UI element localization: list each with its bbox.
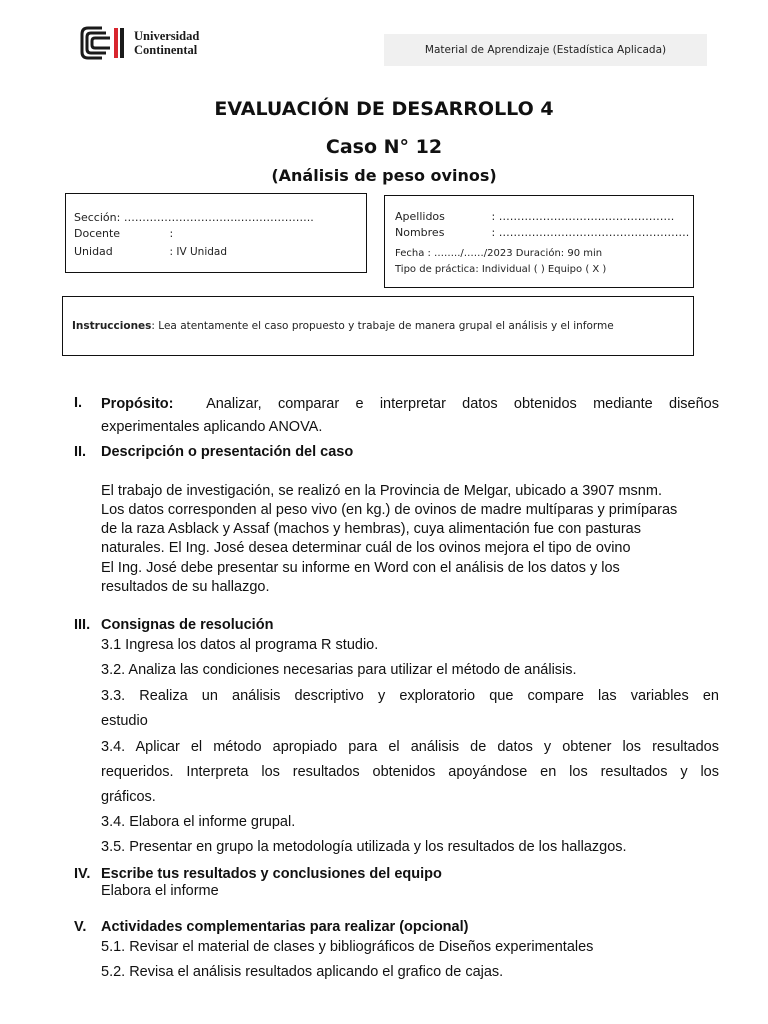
case-paragraph-line-3: de la raza Asblack y Assaf (machos y hembras), cuya alimentación fue con pasturas	[101, 521, 641, 537]
case-paragraph-line-2: Los datos corresponden al peso vivo (en kg.) de ovinos de madre multíparas y primíparas	[101, 502, 678, 518]
section-4-number: IV.	[74, 866, 91, 882]
section-5-title: Actividades complementarias para realizar (opcional)	[101, 919, 469, 935]
logo-line-2: Continental	[134, 43, 198, 57]
case-paragraph-line-5: El Ing. José debe presentar su informe en Word con el análisis de los datos y los	[101, 560, 620, 576]
section-1-line-2: experimentales aplicando ANOVA.	[101, 419, 323, 435]
section-4-title: Escribe tus resultados y conclusiones del equipo	[101, 866, 442, 882]
case-title: Caso N° 12	[325, 136, 443, 158]
seccion-label: Sección:	[74, 211, 121, 224]
consigna-item: 3.3. Realiza un análisis descriptivo y exploratorio que compare las variables en	[101, 688, 719, 704]
instructions-text: : Lea atentamente el caso propuesto y trabaje de manera grupal el análisis y el informe	[151, 320, 614, 332]
section-1-title: Propósito:	[101, 396, 174, 412]
docente-field[interactable]: :	[169, 227, 174, 240]
unidad-label: Unidad	[74, 245, 113, 258]
fecha-duracion: Fecha : ……../……/2023 Duración: 90 min	[395, 248, 603, 259]
section-3-number: III.	[74, 617, 91, 633]
apellidos-field[interactable]: : ………………………..……………….	[491, 210, 675, 223]
section-1-number: I.	[74, 395, 83, 411]
page-title: EVALUACIÓN DE DESARROLLO 4	[214, 98, 554, 120]
activity-item: 5.1. Revisar el material de clases y bibliográficos de Diseños experimentales	[101, 939, 594, 955]
case-paragraph-line-6: resultados de su hallazgo.	[101, 579, 270, 595]
case-paragraph-line-1: El trabajo de investigación, se realizó en la Provincia de Melgar, ubicado a 3907 msnm.	[101, 483, 662, 499]
section-4-text: Elabora el informe	[101, 883, 219, 899]
case-paragraph-line-4: naturales. El Ing. José desea determinar cuál de los ovinos mejora el tipo de ovino	[101, 540, 631, 556]
docente-label: Docente	[74, 227, 121, 240]
nombres-field[interactable]: : …………………………………………….	[491, 226, 690, 239]
university-logo	[80, 24, 220, 62]
nombres-label: Nombres	[395, 226, 445, 239]
section-2-title: Descripción o presentación del caso	[101, 444, 354, 460]
consigna-item-continuation: requeridos. Interpreta los resultados obtenidos apoyándose en los resultados y los	[101, 764, 719, 780]
case-subtitle: (Análisis de peso ovinos)	[271, 166, 497, 185]
continental-logo-icon	[80, 26, 128, 60]
section-2-number: II.	[74, 444, 87, 460]
consigna-item: 3.2. Analiza las condiciones necesarias para utilizar el método de análisis.	[101, 662, 577, 678]
consigna-item-continuation: estudio	[101, 713, 148, 729]
consigna-item: 3.4. Aplicar el método apropiado para el análisis de datos y obtener los resultados	[101, 739, 719, 755]
section-5-number: V.	[74, 919, 87, 935]
consigna-item: 3.5. Presentar en grupo la metodología utilizada y los resultados de los hallazgos.	[101, 839, 627, 855]
tipo-practica: Tipo de práctica: Individual ( ) Equipo ( X )	[395, 264, 607, 275]
instructions-box	[62, 296, 694, 356]
activity-item: 5.2. Revisa el análisis resultados aplicando el grafico de cajas.	[101, 964, 504, 980]
material-header: Material de Aprendizaje (Estadística Aplicada)	[384, 34, 707, 66]
logo-line-1: Universidad	[134, 29, 200, 43]
section-1-line-1	[101, 395, 719, 415]
instructions-label: Instrucciones	[72, 320, 152, 332]
seccion-field[interactable]: …………………………..………………..	[123, 211, 314, 224]
section-1-text: Analizar, comparar e interpretar datos obtenidos mediante diseños	[206, 396, 719, 412]
consigna-item: 3.1 Ingresa los datos al programa R studio.	[101, 637, 379, 653]
consigna-item: 3.4. Elabora el informe grupal.	[101, 814, 296, 830]
name-info-box	[384, 195, 694, 288]
apellidos-label: Apellidos	[395, 210, 445, 223]
consigna-item-continuation: gráficos.	[101, 789, 156, 805]
student-info-box	[65, 193, 367, 273]
section-3-title: Consignas de resolución	[101, 617, 274, 633]
unidad-value: : IV Unidad	[169, 246, 228, 258]
